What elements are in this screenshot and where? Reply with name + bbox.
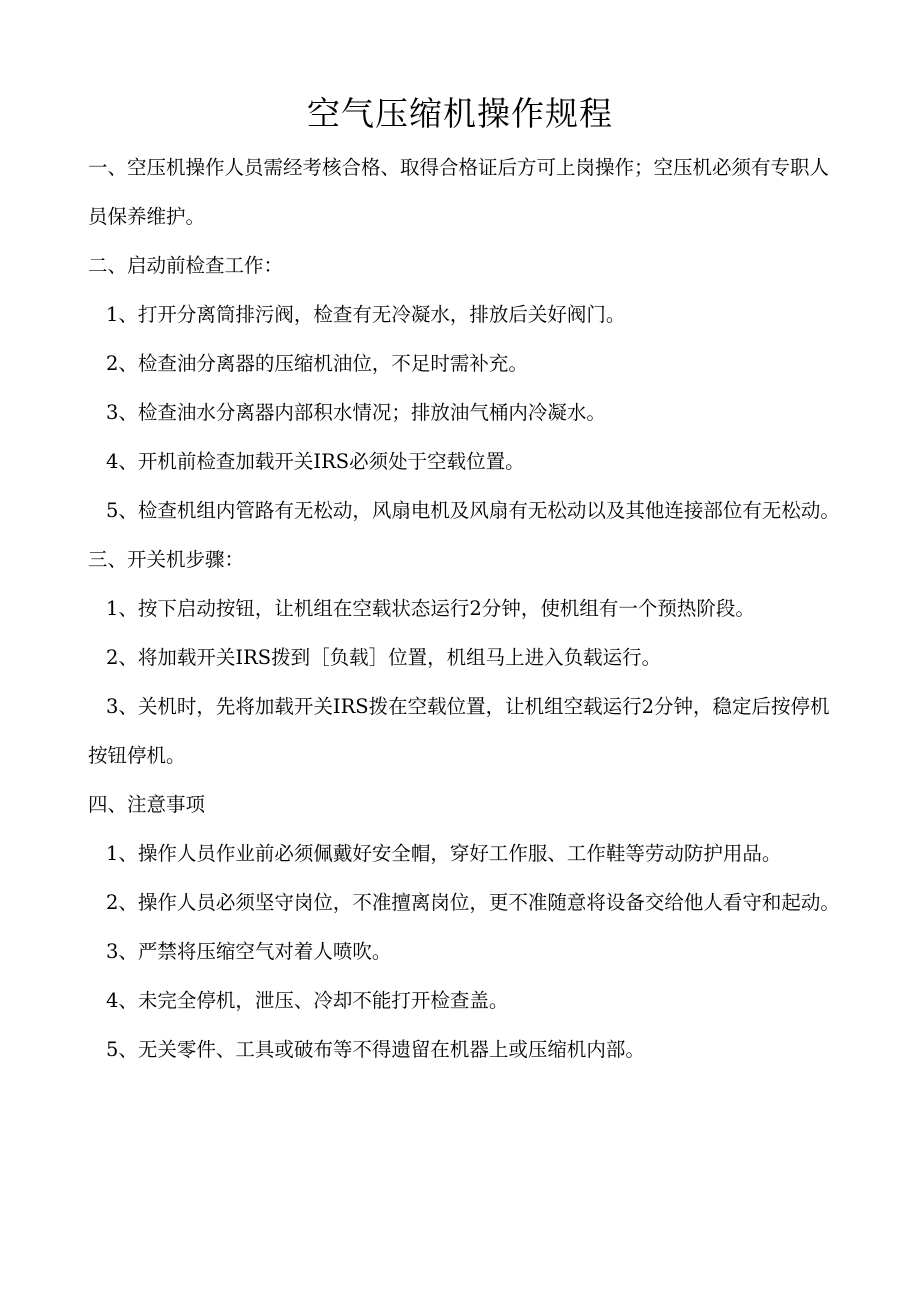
document-body [88,143,848,1074]
document-title: 空气压缩机操作规程 [307,94,613,133]
section-2-heading: 二、启动前检查工作： [88,254,284,277]
list-item: 1、打开分离筒排污阀，检查有无冷凝水，排放后关好阀门。 [106,303,626,326]
section-1-paragraph: 一、空压机操作人员需经考核合格、取得合格证后方可上岗操作；空压机必须有专职人员保养维护。 [88,156,830,228]
list-item: 2、操作人员必须坚守岗位，不准擅离岗位，更不准随意将设备交给他人看守和起动。 [106,891,840,914]
section-4-heading: 四、注意事项 [88,793,206,816]
list-item: 3、检查油水分离器内部积水情况；排放油气桶内冷凝水。 [106,401,606,424]
list-item: 5、无关零件、工具或破布等不得遗留在机器上或压缩机内部。 [106,1038,645,1061]
list-item: 5、检查机组内管路有无松动，风扇电机及风扇有无松动以及其他连接部位有无松动。 [106,499,840,522]
list-item: 1、按下启动按钮，让机组在空载状态运行2分钟，使机组有一个预热阶段。 [106,597,755,620]
list-item: 1、操作人员作业前必须佩戴好安全帽，穿好工作服、工作鞋等劳动防护用品。 [106,842,782,865]
list-item: 4、未完全停机，泄压、冷却不能打开检查盖。 [106,989,509,1012]
list-item: 3、严禁将压缩空气对着人喷吹。 [106,940,392,963]
list-item: 2、检查油分离器的压缩机油位，不足时需补充。 [106,352,528,375]
section-3-heading: 三、开关机步骤： [88,548,245,571]
list-item: 2、将加载开关IRS拨到［负载］位置，机组马上进入负载运行。 [106,646,662,669]
list-item: 3、关机时，先将加载开关IRS拨在空载位置，让机组空载运行2分钟，稳定后按停机按钮停机。 [88,695,830,767]
list-item: 4、开机前检查加载开关IRS必须处于空载位置。 [106,450,525,473]
